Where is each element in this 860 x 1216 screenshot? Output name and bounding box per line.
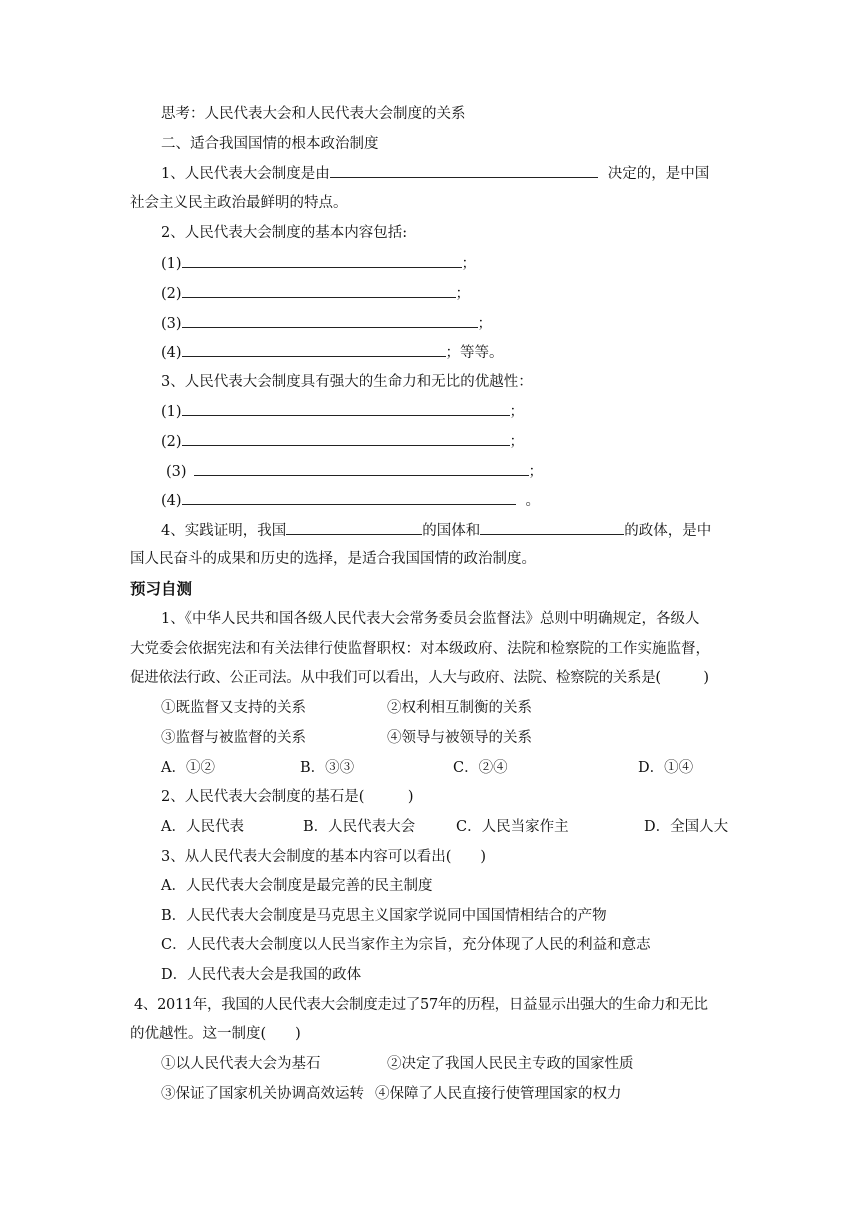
t4-statement-3: ③保证了国家机关协调高效运转 xyxy=(161,1086,364,1102)
q3-blank-2[interactable] xyxy=(182,431,510,446)
t2-choice-d[interactable]: D．全国人大 xyxy=(644,819,729,835)
q1-text-after: 决定的，是中国 xyxy=(607,166,710,182)
t3-choice-d[interactable]: D．人民代表大会是我国的政体 xyxy=(161,967,362,983)
t1-choice-d[interactable]: D．①④ xyxy=(638,760,694,776)
q2-item-2: (2) ； xyxy=(161,283,470,304)
t1-statement-4: ④领导与被领导的关系 xyxy=(387,730,532,746)
t4-line2: 的优越性。这一制度( ) xyxy=(130,1026,301,1042)
t1-choice-a[interactable]: A．①② xyxy=(161,760,215,776)
t1-line2: 大党委会依据宪法和有关法律行使监督职权：对本级政府、法院和检察院的工作实施监督， xyxy=(130,641,710,657)
t3-choice-a[interactable]: A．人民代表大会制度是最完善的民主制度 xyxy=(161,878,433,894)
t3-choice-b[interactable]: B．人民代表大会制度是马克思主义国家学说同中国国情相结合的产物 xyxy=(161,908,607,924)
q2-title: 2、人民代表大会制度的基本内容包括: xyxy=(161,225,408,241)
q4-line1: 4、实践证明，我国 的国体和 的政体，是中 xyxy=(161,520,711,541)
t1-choice-c[interactable]: C．②④ xyxy=(453,760,508,776)
q1-line1 xyxy=(161,163,709,184)
t2-choice-b[interactable]: B．人民代表大会 xyxy=(303,819,416,835)
q3-item-3: (3) ； xyxy=(166,461,543,482)
t3-stem: 3、从人民代表大会制度的基本内容可以看出( ) xyxy=(161,849,487,865)
t4-statement-2: ②决定了我国人民民主专政的国家性质 xyxy=(387,1056,634,1072)
q3-blank-4[interactable] xyxy=(182,490,516,505)
t1-choice-b[interactable]: B．③③ xyxy=(300,760,355,776)
think-line: 思考：人民代表大会和人民代表大会制度的关系 xyxy=(161,106,466,122)
section-2-title: 二、适合我国国情的根本政治制度 xyxy=(161,136,379,152)
t3-choice-c[interactable]: C．人民代表大会制度以人民当家作主为宗旨，充分体现了人民的利益和意志 xyxy=(161,937,651,953)
q1-blank[interactable] xyxy=(330,163,598,178)
t4-statement-1: ①以人民代表大会为基石 xyxy=(161,1056,321,1072)
q3-item-2: (2) ； xyxy=(161,431,524,452)
t4-line1: 4、2011年，我国的人民代表大会制度走过了57年的历程，日益显示出强大的生命力和无比 xyxy=(134,997,708,1013)
q2-blank-2[interactable] xyxy=(182,283,456,298)
q3-item-1: (1) ； xyxy=(161,401,524,422)
q2-blank-1[interactable] xyxy=(182,253,462,268)
t1-statement-2: ②权利相互制衡的关系 xyxy=(387,700,532,716)
t2-choice-c[interactable]: C．人民当家作主 xyxy=(456,819,569,835)
q4-line2: 国人民奋斗的成果和历史的选择，是适合我国国情的政治制度。 xyxy=(130,551,536,567)
q3-item-4: (4) 。 xyxy=(161,490,540,511)
t1-line1: 1、《中华人民共和国各级人民代表大会常务委员会监督法》总则中明确规定，各级人 xyxy=(161,611,700,627)
q2-item-3: (3) ； xyxy=(161,313,492,334)
q3-blank-1[interactable] xyxy=(182,401,510,416)
t1-line3: 促进依法行政、公正司法。从中我们可以看出，人大与政府、法院、检察院的关系是( ) xyxy=(130,670,709,686)
q2-item-1: (1) ； xyxy=(161,253,476,274)
q3-blank-3[interactable] xyxy=(194,461,529,476)
q2-item-4: (4) ；等等。 xyxy=(161,342,504,363)
q4-blank-1[interactable] xyxy=(286,520,422,535)
q2-blank-4[interactable] xyxy=(182,342,446,357)
t2-choice-a[interactable]: A．人民代表 xyxy=(161,819,244,835)
q3-title: 3、人民代表大会制度具有强大的生命力和无比的优越性： xyxy=(161,374,533,390)
t2-stem: 2、人民代表大会制度的基石是( ) xyxy=(161,789,414,805)
preview-heading: 预习自测 xyxy=(130,580,193,598)
q2-blank-3[interactable] xyxy=(182,313,478,328)
t1-statement-3: ③监督与被监督的关系 xyxy=(161,730,306,746)
q1-text-before: 1、人民代表大会制度是由 xyxy=(161,166,330,182)
t4-statement-4: ④保障了人民直接行使管理国家的权力 xyxy=(375,1086,622,1102)
q4-blank-2[interactable] xyxy=(480,520,624,535)
q1-line2: 社会主义民主政治最鲜明的特点。 xyxy=(130,195,348,211)
t1-statement-1: ①既监督又支持的关系 xyxy=(161,700,306,716)
